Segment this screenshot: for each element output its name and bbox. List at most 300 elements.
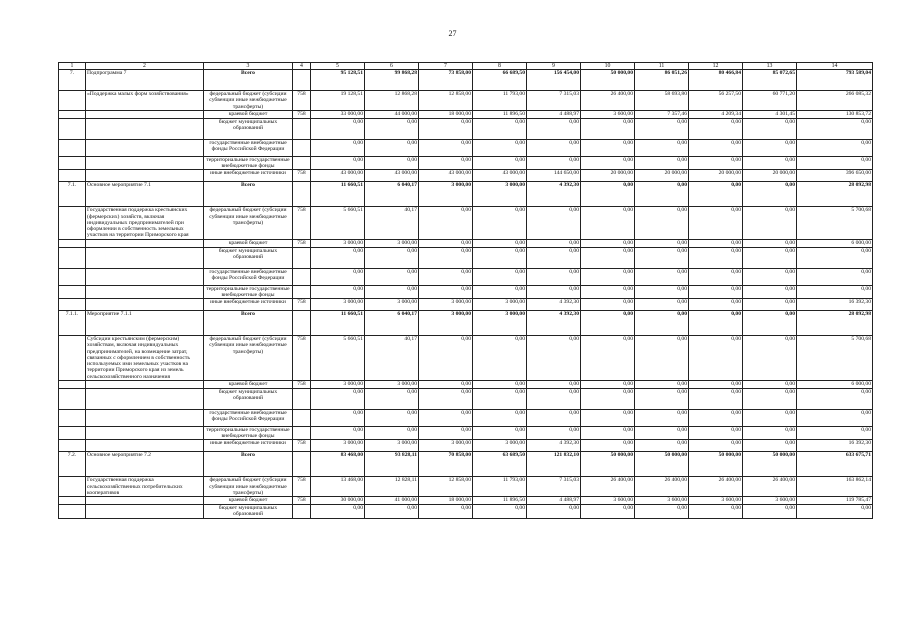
row-total-value: 0,00 <box>797 426 873 440</box>
row-number <box>59 118 86 139</box>
measure-name: Государственная поддержка сельскохозяйственных потребительских кооперативов <box>86 477 204 497</box>
funding-source: территориальные государственные внебюджетные фонды <box>204 426 293 440</box>
amount-value: 85 072,65 <box>743 70 797 91</box>
row-total-value: 633 675,71 <box>797 452 873 477</box>
column-header: 12 <box>689 63 743 70</box>
amount-value: 43 000,00 <box>473 170 527 182</box>
amount-value: 7 315,03 <box>527 477 581 497</box>
amount-value: 0,00 <box>581 207 635 239</box>
funding-source: Всего <box>204 182 293 207</box>
header-row <box>59 63 873 70</box>
amount-value: 0,00 <box>689 440 743 452</box>
amount-value: 95 128,51 <box>311 70 365 91</box>
row-number <box>59 170 86 182</box>
amount-value: 0,00 <box>689 247 743 268</box>
amount-value: 20 000,00 <box>581 170 635 182</box>
amount-value: 0,00 <box>473 207 527 239</box>
measure-name <box>86 299 204 311</box>
amount-value: 0,00 <box>689 118 743 139</box>
amount-value: 0,00 <box>635 182 689 207</box>
amount-value: 20 000,00 <box>743 170 797 182</box>
amount-value: 0,00 <box>365 268 419 285</box>
amount-value: 3 000,00 <box>473 311 527 336</box>
row-number <box>59 91 86 111</box>
measure-name <box>86 505 204 519</box>
amount-value: 13 468,00 <box>311 477 365 497</box>
amount-value: 3 600,00 <box>743 497 797 505</box>
amount-value: 0,00 <box>419 426 473 440</box>
amount-value: 0,00 <box>743 299 797 311</box>
amount-value: 0,00 <box>635 388 689 409</box>
budget-table <box>58 62 873 519</box>
row-total-value: 5 700,68 <box>797 207 873 239</box>
amount-value: 3 000,00 <box>419 311 473 336</box>
amount-value: 0,00 <box>419 380 473 388</box>
amount-value: 0,00 <box>527 207 581 239</box>
row-number: 7.1.1. <box>59 311 86 336</box>
funding-source: Всего <box>204 452 293 477</box>
grbs-code: 758 <box>293 299 311 311</box>
table-row <box>59 285 873 299</box>
funding-source: Всего <box>204 311 293 336</box>
row-total-value: 0,00 <box>797 268 873 285</box>
grbs-code <box>293 311 311 336</box>
amount-value: 0,00 <box>635 239 689 247</box>
row-total-value: 0,00 <box>797 139 873 156</box>
amount-value: 0,00 <box>581 388 635 409</box>
amount-value: 12 858,00 <box>419 91 473 111</box>
grbs-code: 758 <box>293 110 311 118</box>
row-total-value: 163 862,14 <box>797 477 873 497</box>
amount-value: 0,00 <box>527 247 581 268</box>
row-number <box>59 477 86 497</box>
amount-value: 3 000,00 <box>473 182 527 207</box>
amount-value: 0,00 <box>365 156 419 170</box>
amount-value: 0,00 <box>581 311 635 336</box>
grbs-code <box>293 285 311 299</box>
measure-name <box>86 285 204 299</box>
amount-value: 0,00 <box>419 505 473 519</box>
amount-value: 63 689,50 <box>473 452 527 477</box>
amount-value: 50 000,00 <box>689 452 743 477</box>
amount-value: 0,00 <box>689 380 743 388</box>
amount-value: 83 468,00 <box>311 452 365 477</box>
amount-value: 3 000,00 <box>311 239 365 247</box>
row-number <box>59 207 86 239</box>
amount-value: 0,00 <box>689 207 743 239</box>
amount-value: 40,17 <box>365 207 419 239</box>
grbs-code: 758 <box>293 497 311 505</box>
amount-value: 0,00 <box>743 139 797 156</box>
column-header: 8 <box>473 63 527 70</box>
measure-name <box>86 247 204 268</box>
row-total-value: 16 392,30 <box>797 440 873 452</box>
measure-name <box>86 409 204 426</box>
measure-name: Подпрограмма 7 <box>86 70 204 91</box>
amount-value: 50 000,00 <box>581 70 635 91</box>
column-header: 6 <box>365 63 419 70</box>
amount-value: 43 000,00 <box>419 170 473 182</box>
amount-value: 26 400,00 <box>743 477 797 497</box>
amount-value: 0,00 <box>419 268 473 285</box>
amount-value: 0,00 <box>527 336 581 381</box>
row-number <box>59 409 86 426</box>
funding-source: государственные внебюджетные фонды Российской Федерации <box>204 409 293 426</box>
table-row <box>59 477 873 497</box>
row-total-value: 793 589,04 <box>797 70 873 91</box>
grbs-code <box>293 156 311 170</box>
amount-value: 26 400,00 <box>635 477 689 497</box>
amount-value: 0,00 <box>473 118 527 139</box>
column-header: 10 <box>581 63 635 70</box>
measure-name <box>86 118 204 139</box>
amount-value: 0,00 <box>527 139 581 156</box>
amount-value: 6 040,17 <box>365 182 419 207</box>
amount-value: 0,00 <box>743 156 797 170</box>
row-total-value: 396 650,00 <box>797 170 873 182</box>
amount-value: 0,00 <box>689 505 743 519</box>
amount-value: 0,00 <box>419 239 473 247</box>
funding-source: государственные внебюджетные фонды Российской Федерации <box>204 139 293 156</box>
table-row <box>59 409 873 426</box>
amount-value: 0,00 <box>473 505 527 519</box>
amount-value: 0,00 <box>311 285 365 299</box>
amount-value: 0,00 <box>581 426 635 440</box>
amount-value: 30 000,00 <box>311 497 365 505</box>
row-number: 7.2. <box>59 452 86 477</box>
row-total-value: 0,00 <box>797 285 873 299</box>
amount-value: 4 488,97 <box>527 110 581 118</box>
row-total-value: 0,00 <box>797 247 873 268</box>
grbs-code <box>293 426 311 440</box>
amount-value: 0,00 <box>527 118 581 139</box>
row-total-value: 6 000,00 <box>797 380 873 388</box>
amount-value: 0,00 <box>635 156 689 170</box>
amount-value: 3 600,00 <box>689 497 743 505</box>
amount-value: 0,00 <box>743 182 797 207</box>
row-number <box>59 299 86 311</box>
amount-value: 3 000,00 <box>311 380 365 388</box>
amount-value: 0,00 <box>311 426 365 440</box>
amount-value: 11 660,51 <box>311 182 365 207</box>
amount-value: 0,00 <box>311 268 365 285</box>
amount-value: 0,00 <box>311 156 365 170</box>
amount-value: 3 000,00 <box>311 440 365 452</box>
row-number <box>59 110 86 118</box>
amount-value: 26 400,00 <box>689 477 743 497</box>
amount-value: 5 660,51 <box>311 207 365 239</box>
amount-value: 3 600,00 <box>581 110 635 118</box>
amount-value: 50 000,00 <box>743 452 797 477</box>
amount-value: 0,00 <box>689 268 743 285</box>
amount-value: 4 392,30 <box>527 299 581 311</box>
amount-value: 0,00 <box>689 336 743 381</box>
funding-source: федеральный бюджет (субсидии субвенции иные межбюджетные трансферты) <box>204 207 293 239</box>
row-number <box>59 440 86 452</box>
amount-value: 7 357,46 <box>635 110 689 118</box>
funding-source: федеральный бюджет (субсидии субвенции иные межбюджетные трансферты) <box>204 477 293 497</box>
funding-source: краевой бюджет <box>204 110 293 118</box>
amount-value: 0,00 <box>419 156 473 170</box>
amount-value: 0,00 <box>689 156 743 170</box>
table-row <box>59 299 873 311</box>
measure-name <box>86 497 204 505</box>
amount-value: 0,00 <box>743 285 797 299</box>
amount-value: 0,00 <box>689 388 743 409</box>
amount-value: 0,00 <box>365 139 419 156</box>
grbs-code: 758 <box>293 239 311 247</box>
amount-value: 0,00 <box>689 311 743 336</box>
amount-value: 0,00 <box>365 426 419 440</box>
amount-value: 93 828,11 <box>365 452 419 477</box>
amount-value: 0,00 <box>689 182 743 207</box>
funding-source: краевой бюджет <box>204 380 293 388</box>
amount-value: 0,00 <box>473 239 527 247</box>
amount-value: 0,00 <box>635 440 689 452</box>
amount-value: 0,00 <box>365 409 419 426</box>
amount-value: 0,00 <box>419 118 473 139</box>
table-row <box>59 118 873 139</box>
amount-value: 50 000,00 <box>635 452 689 477</box>
row-number <box>59 156 86 170</box>
funding-source: иные внебюджетные источники <box>204 170 293 182</box>
amount-value: 3 000,00 <box>365 380 419 388</box>
funding-source: государственные внебюджетные фонды Российской Федерации <box>204 268 293 285</box>
amount-value: 0,00 <box>473 139 527 156</box>
amount-value: 26 400,00 <box>581 477 635 497</box>
amount-value: 0,00 <box>311 247 365 268</box>
row-total-value: 0,00 <box>797 156 873 170</box>
table-row <box>59 70 873 91</box>
measure-name <box>86 440 204 452</box>
amount-value: 40,17 <box>365 336 419 381</box>
measure-name: Основное мероприятие 7.1 <box>86 182 204 207</box>
row-number <box>59 426 86 440</box>
amount-value: 0,00 <box>473 285 527 299</box>
amount-value: 18 000,00 <box>419 110 473 118</box>
amount-value: 0,00 <box>473 409 527 426</box>
amount-value: 56 257,50 <box>689 91 743 111</box>
amount-value: 0,00 <box>743 207 797 239</box>
amount-value: 0,00 <box>743 268 797 285</box>
amount-value: 20 000,00 <box>689 170 743 182</box>
funding-source: бюджет муниципальных образований <box>204 388 293 409</box>
row-total-value: 0,00 <box>797 388 873 409</box>
amount-value: 0,00 <box>581 182 635 207</box>
amount-value: 0,00 <box>581 156 635 170</box>
amount-value: 3 600,00 <box>581 497 635 505</box>
amount-value: 0,00 <box>527 505 581 519</box>
row-number <box>59 336 86 381</box>
row-total-value: 28 092,98 <box>797 311 873 336</box>
grbs-code <box>293 268 311 285</box>
row-number <box>59 388 86 409</box>
amount-value: 3 000,00 <box>419 299 473 311</box>
amount-value: 3 000,00 <box>311 299 365 311</box>
row-total-value: 266 085,32 <box>797 91 873 111</box>
amount-value: 11 896,50 <box>473 110 527 118</box>
funding-source: федеральный бюджет (субсидии субвенции иные межбюджетные трансферты) <box>204 336 293 381</box>
amount-value: 4 392,30 <box>527 311 581 336</box>
row-total-value: 5 700,68 <box>797 336 873 381</box>
table-row <box>59 110 873 118</box>
amount-value: 0,00 <box>365 505 419 519</box>
amount-value: 0,00 <box>635 426 689 440</box>
row-total-value: 119 785,47 <box>797 497 873 505</box>
amount-value: 0,00 <box>635 311 689 336</box>
amount-value: 5 660,51 <box>311 336 365 381</box>
amount-value: 0,00 <box>635 207 689 239</box>
amount-value: 0,00 <box>473 268 527 285</box>
column-header: 14 <box>797 63 873 70</box>
amount-value: 0,00 <box>581 285 635 299</box>
measure-name <box>86 170 204 182</box>
amount-value: 44 000,00 <box>365 110 419 118</box>
grbs-code: 758 <box>293 170 311 182</box>
amount-value: 0,00 <box>581 268 635 285</box>
amount-value: 0,00 <box>527 156 581 170</box>
table-row <box>59 156 873 170</box>
table-row <box>59 426 873 440</box>
column-header: 1 <box>59 63 86 70</box>
amount-value: 0,00 <box>527 239 581 247</box>
amount-value: 0,00 <box>581 239 635 247</box>
table-row <box>59 182 873 207</box>
amount-value: 121 832,10 <box>527 452 581 477</box>
amount-value: 0,00 <box>473 426 527 440</box>
row-total-value: 0,00 <box>797 118 873 139</box>
amount-value: 12 868,28 <box>365 91 419 111</box>
amount-value: 33 000,00 <box>311 110 365 118</box>
amount-value: 12 858,00 <box>419 477 473 497</box>
table-row <box>59 239 873 247</box>
amount-value: 0,00 <box>743 239 797 247</box>
column-header: 4 <box>293 63 311 70</box>
amount-value: 0,00 <box>419 388 473 409</box>
amount-value: 43 000,00 <box>311 170 365 182</box>
amount-value: 0,00 <box>743 409 797 426</box>
measure-name <box>86 239 204 247</box>
table-row <box>59 139 873 156</box>
amount-value: 0,00 <box>635 139 689 156</box>
funding-source: территориальные государственные внебюджетные фонды <box>204 156 293 170</box>
amount-value: 0,00 <box>689 285 743 299</box>
amount-value: 0,00 <box>473 156 527 170</box>
row-number: 7. <box>59 70 86 91</box>
amount-value: 0,00 <box>743 380 797 388</box>
row-number <box>59 380 86 388</box>
column-header: 7 <box>419 63 473 70</box>
amount-value: 0,00 <box>473 380 527 388</box>
amount-value: 3 000,00 <box>365 239 419 247</box>
grbs-code <box>293 409 311 426</box>
measure-name <box>86 268 204 285</box>
table-row <box>59 91 873 111</box>
amount-value: 0,00 <box>365 285 419 299</box>
amount-value: 0,00 <box>635 285 689 299</box>
amount-value: 70 858,00 <box>419 452 473 477</box>
amount-value: 0,00 <box>743 311 797 336</box>
table-row <box>59 311 873 336</box>
amount-value: 4 392,30 <box>527 182 581 207</box>
amount-value: 4 301,45 <box>743 110 797 118</box>
page-number: 27 <box>448 29 457 38</box>
amount-value: 58 693,80 <box>635 91 689 111</box>
amount-value: 6 040,17 <box>365 311 419 336</box>
grbs-code <box>293 247 311 268</box>
amount-value: 50 000,00 <box>581 452 635 477</box>
funding-source: краевой бюджет <box>204 497 293 505</box>
funding-source: иные внебюджетные источники <box>204 299 293 311</box>
amount-value: 11 896,50 <box>473 497 527 505</box>
row-number <box>59 268 86 285</box>
table-row <box>59 336 873 381</box>
amount-value: 0,00 <box>689 139 743 156</box>
amount-value: 18 000,00 <box>419 497 473 505</box>
row-number <box>59 285 86 299</box>
funding-source: территориальные государственные внебюджетные фонды <box>204 285 293 299</box>
grbs-code: 758 <box>293 91 311 111</box>
amount-value: 0,00 <box>635 409 689 426</box>
amount-value: 0,00 <box>473 388 527 409</box>
measure-name: Мероприятие 7.1.1 <box>86 311 204 336</box>
amount-value: 0,00 <box>689 299 743 311</box>
amount-value: 0,00 <box>581 409 635 426</box>
grbs-code <box>293 452 311 477</box>
measure-name: «Поддержка малых форм хозяйствования» <box>86 91 204 111</box>
measure-name: Основное мероприятие 7.2 <box>86 452 204 477</box>
amount-value: 0,00 <box>689 426 743 440</box>
row-number <box>59 239 86 247</box>
column-header: 5 <box>311 63 365 70</box>
amount-value: 11 793,00 <box>473 91 527 111</box>
row-total-value: 0,00 <box>797 505 873 519</box>
amount-value: 4 209,34 <box>689 110 743 118</box>
amount-value: 4 392,30 <box>527 440 581 452</box>
amount-value: 0,00 <box>635 118 689 139</box>
grbs-code: 758 <box>293 380 311 388</box>
row-total-value: 6 000,00 <box>797 239 873 247</box>
amount-value: 20 000,00 <box>635 170 689 182</box>
amount-value: 0,00 <box>689 409 743 426</box>
amount-value: 4 488,97 <box>527 497 581 505</box>
amount-value: 26 400,00 <box>581 91 635 111</box>
table-row <box>59 505 873 519</box>
funding-source: краевой бюджет <box>204 239 293 247</box>
amount-value: 0,00 <box>419 207 473 239</box>
amount-value: 0,00 <box>419 285 473 299</box>
amount-value: 0,00 <box>311 118 365 139</box>
measure-name <box>86 156 204 170</box>
column-header: 9 <box>527 63 581 70</box>
amount-value: 12 828,11 <box>365 477 419 497</box>
amount-value: 0,00 <box>743 118 797 139</box>
amount-value: 0,00 <box>635 380 689 388</box>
amount-value: 3 000,00 <box>365 440 419 452</box>
amount-value: 0,00 <box>365 388 419 409</box>
amount-value: 0,00 <box>527 409 581 426</box>
amount-value: 144 650,00 <box>527 170 581 182</box>
funding-source: федеральный бюджет (субсидии субвенции иные межбюджетные трансферты) <box>204 91 293 111</box>
amount-value: 0,00 <box>311 409 365 426</box>
amount-value: 0,00 <box>365 118 419 139</box>
row-total-value: 0,00 <box>797 409 873 426</box>
grbs-code <box>293 505 311 519</box>
grbs-code <box>293 388 311 409</box>
amount-value: 156 454,00 <box>527 70 581 91</box>
row-number <box>59 497 86 505</box>
amount-value: 0,00 <box>743 247 797 268</box>
